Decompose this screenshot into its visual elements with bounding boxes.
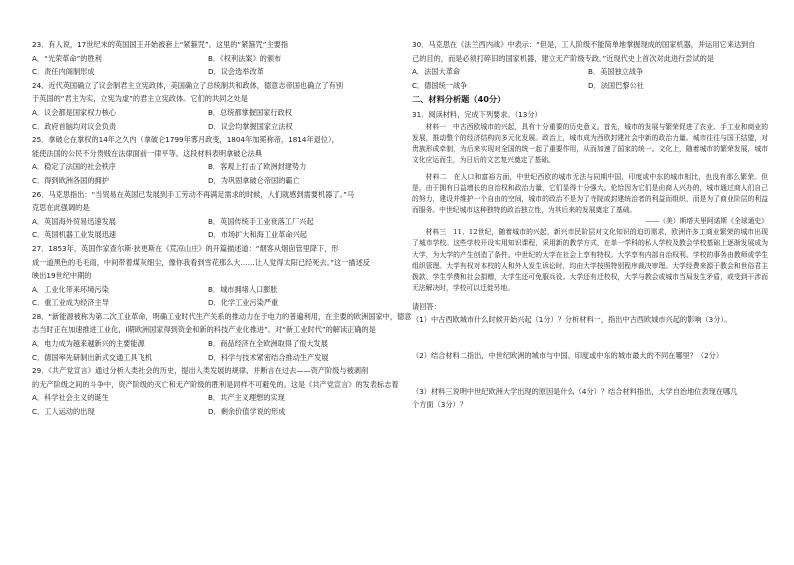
question-31: 31．阅读材料，完成下列要求。（13分）: [412, 109, 542, 119]
question-27-line3: 映出19世纪中期的: [32, 271, 92, 281]
q29-option-b: B．共产主义理想的实现: [208, 393, 285, 403]
q30-option-b: B．美国独立战争: [588, 67, 644, 77]
q24-options-row2: [32, 120, 388, 134]
q29-options-row2: [32, 405, 388, 419]
question-26-line1: 26．马克思指出：“当贸易在英国已发展到手工劳动不再满足需求的时候，人们就感到需要机器了。”马: [32, 189, 355, 199]
ask-2: （2）结合材料二指出，中世纪欧洲的城市与中国、印度或中东的城市最大的不同在哪里？（2分）: [412, 351, 724, 361]
q26-option-c: C．英国机器工业发展迅速: [32, 230, 117, 240]
q25-option-d: D．为巩固拿破仑帝国的霸亡: [208, 175, 300, 185]
q27-option-c: C．重工业成为经济主导: [32, 298, 109, 308]
question-29-line2: 的无产阶级之间的斗争中，资产阶级的灭亡和无产阶级的胜利是同样不可避免的。这是《共产党宣言》的发表标志着: [32, 379, 399, 389]
q27-option-b: B．城市拥堵人口膨胀: [208, 284, 278, 294]
left-column: [32, 38, 412, 419]
q23-option-d: D．议会选举改革: [208, 67, 264, 77]
q24-option-c: C．政府首脑均对议会负责: [32, 121, 117, 131]
answer-space-1: [412, 327, 768, 349]
q26-option-a: A．英国海外贸易迅速发展: [32, 216, 116, 226]
q27-option-d: D．化学工业污染严重: [208, 298, 279, 308]
question-24-line2: 于英国的“君主为实，立宪为虚”的君主立宪政体。它们的共同之处是: [32, 94, 248, 104]
question-30-line1: 30．马克思在《法兰西内战》中表示：“但是，工人阶级不能简单地掌握现成的国家机器，并运用它来达到自: [412, 40, 756, 49]
q24-option-d: D．议会均掌握国家立法权: [208, 121, 293, 131]
q28-option-b: B．商品经济在全欧洲取得了很大发展: [208, 339, 328, 349]
q28-option-c: C．德国率先研制出新式交通工具飞机: [32, 352, 153, 362]
ask-title: 请回答：: [412, 301, 441, 311]
question-24-line1: 24．近代英国确立了议会制君主立宪政体，美国确立了总统制共和政体，德意志帝国也确立了有别: [32, 80, 344, 90]
q30-option-d: D．法国巴黎公社: [588, 80, 644, 90]
q30-option-a: A．法国大革命: [412, 67, 461, 77]
q27-options-row1: [32, 283, 388, 297]
q29-options-row1: [32, 391, 388, 405]
q23-options-row2: [32, 65, 388, 79]
q24-option-b: B．总统都掌握国家行政权: [208, 107, 292, 117]
question-27-line1: 27．1853年，英国作家查尔斯·狄更斯在《荒凉山庄》的开篇描述道：“烟客从烟囱管里降下，形: [32, 243, 339, 253]
answer-space-2: [412, 363, 768, 385]
q28-option-d: D．科学与技术紧密结合推动生产发展: [208, 352, 329, 362]
q30-options-row2: [412, 79, 768, 93]
material-1: 材料一 中古西欧城市的兴起，具有十分重要的历史意义。首先，城市的发展与繁荣促进了农业、手工业和商业的发展，推动整个的经济结构向多元化发展。政治上，城市成为西欧封建社会中新的政治力量。城市往往与国王结盟，对贵族形成牵制，为后来实现对全国的统一起了重要作用，从而加速了国家的统一。文化上，随着城市的繁荣发展，城市文化应运而生，为日后的文艺复兴奠定了基础。: [412, 122, 768, 164]
q29-option-d: D．剩余价值学说的形成: [208, 407, 286, 417]
q27-options-row2: [32, 296, 388, 310]
question-26-line2: 克思在此强调的是: [32, 203, 90, 213]
q23-option-a: A．“光荣革命”的胜利: [32, 53, 102, 63]
material-2-source: ——（美）斯塔夫里阿诺斯《全球通史》: [645, 217, 768, 226]
q30-option-c: C．德国统一战争: [412, 80, 468, 90]
q25-options-row1: [32, 160, 388, 174]
q29-option-c: C．工人运动的出现: [32, 407, 95, 417]
question-28-line2: 志当时正在加速推进工业化，I期欧洲国家得到资金和新的科技产业化推进”。对“新工业时代”的解读正确的是: [32, 325, 376, 335]
question-25-line2: 能使法国的公民不分贵贱在法律面前一律平等。这段材料表明拿破仑法典: [32, 148, 263, 158]
question-23: 23．有人说，17世纪末的英国国王开始被套上“紧箍咒”。这里的“紧箍咒”主要指: [32, 40, 289, 49]
question-25-line1: 25．拿破仑在掌权的14年之久内（拿破仑1799年雾月政变，1804年加冕称帝，1814年退位），: [32, 135, 339, 145]
question-30-line2: 己的目的，而是必须打碎旧的国家机器，建立无产阶级专政。”近现代史上首次对此进行尝试的是: [412, 53, 715, 63]
q25-option-a: A．稳定了法国的社会秩序: [32, 162, 116, 172]
section-title: 二、材料分析题（40分）: [412, 94, 506, 105]
q29-option-a: A．科学社会主义的诞生: [32, 393, 109, 403]
q28-options-row1: [32, 337, 388, 351]
right-column: [412, 38, 768, 412]
q26-options-row1: [32, 215, 388, 229]
q23-option-c: C．责任内阁制形成: [32, 67, 95, 77]
q27-option-a: A．工业化带来环境污染: [32, 284, 109, 294]
q26-options-row2: [32, 228, 388, 242]
q26-option-d: D．市场扩大和海工业革命兴起: [208, 230, 307, 240]
q24-options-row1: [32, 106, 388, 120]
q23-options-row1: [32, 52, 388, 66]
q28-options-row2: [32, 351, 388, 365]
q25-option-b: B．客观上打击了欧洲封建势力: [208, 162, 307, 172]
ask-3-line2: 个方面（3分）？: [412, 400, 467, 410]
ask-3-line1: （3）材料三说明中世纪欧洲大学出现的原因是什么（4分）？结合材料指出，大学自治地位表现在哪几: [412, 386, 738, 396]
q23-option-b: B．《权利法案》的颁布: [208, 53, 282, 63]
q26-option-b: B．英国传统手工业衰落工厂兴起: [208, 216, 314, 226]
q28-option-a: A．电力成为越来越新兴的主要能源: [32, 339, 145, 349]
q25-options-row2: [32, 174, 388, 188]
material-2: 材料二 在人口和富裕方面，中世纪西欧的城市无法与同期中国、印度或中东的城市相比，也没有那么繁荣。但是，由于拥有日益增长的自治权和政治力量，它们显得十分强大。伦恰因为它们是由商人兴办的，城市通过商人们自己的努力，建设并维护一个自由的空间，城市的政治不是为了寺院或封建统治者的利益而组织，而是为了商业阶层的利益而服务。中世纪城市这种独特的政治独立性，为其后来的发展奠定了基础。: [412, 172, 768, 215]
ask-1: （1）中古西欧城市什么时候开始兴起（1分）？分析材料一，指出中古西欧城市兴起的影响（3分）。: [412, 315, 732, 325]
q25-option-c: C．得到欧洲各国的拥护: [32, 175, 109, 185]
q30-options-row1: [412, 65, 768, 79]
question-28-line1: 28．“新能源被称为第二次工业革命，明确工业时代生产关系的推动力在于电力的普遍利用，在主要的欧洲国家中，德意: [32, 311, 412, 321]
q24-option-a: A．议会都是国家权力核心: [32, 107, 116, 117]
material-3: 材料三 11、12世纪，随着城市的兴起，新兴市民阶层对文化知识的迫切需求，欧洲许多工商业繁荣的城市出现了城市学校。这些学校开设实用知识课程，采用新的教学方式，在单一学科的私人学校及教会学校基础上逐渐发展成为大学，为大学的产生创造了条件。中世纪的大学在社会上享有特权。大学享有内部自治权利。学校的事务由教师或学生组织管理。大学有权对本校的人和外人发生诉讼时，均由大学按照特别程序裁决审理。大学经费来源于教会和世俗君主拨款、学生学费和社会捐赠，大学生还可免服兵役。大学还有迁校权，大学与教会或城市当局发生矛盾，或受到干涉而无法解决时，学校可以迁徙另地。: [412, 228, 768, 292]
question-29-line1: 29．《共产党宣言》通过分析人类社会的历史，提出人类发展的规律，并断言在过去——资产阶级与被剥削: [32, 366, 369, 376]
question-27-line2: 成一道黑色的毛毛雨，中间带着煤灰细尘，像你我看到雪花那么大……让人觉得太阳已经死去。”这一描述反: [32, 257, 370, 267]
